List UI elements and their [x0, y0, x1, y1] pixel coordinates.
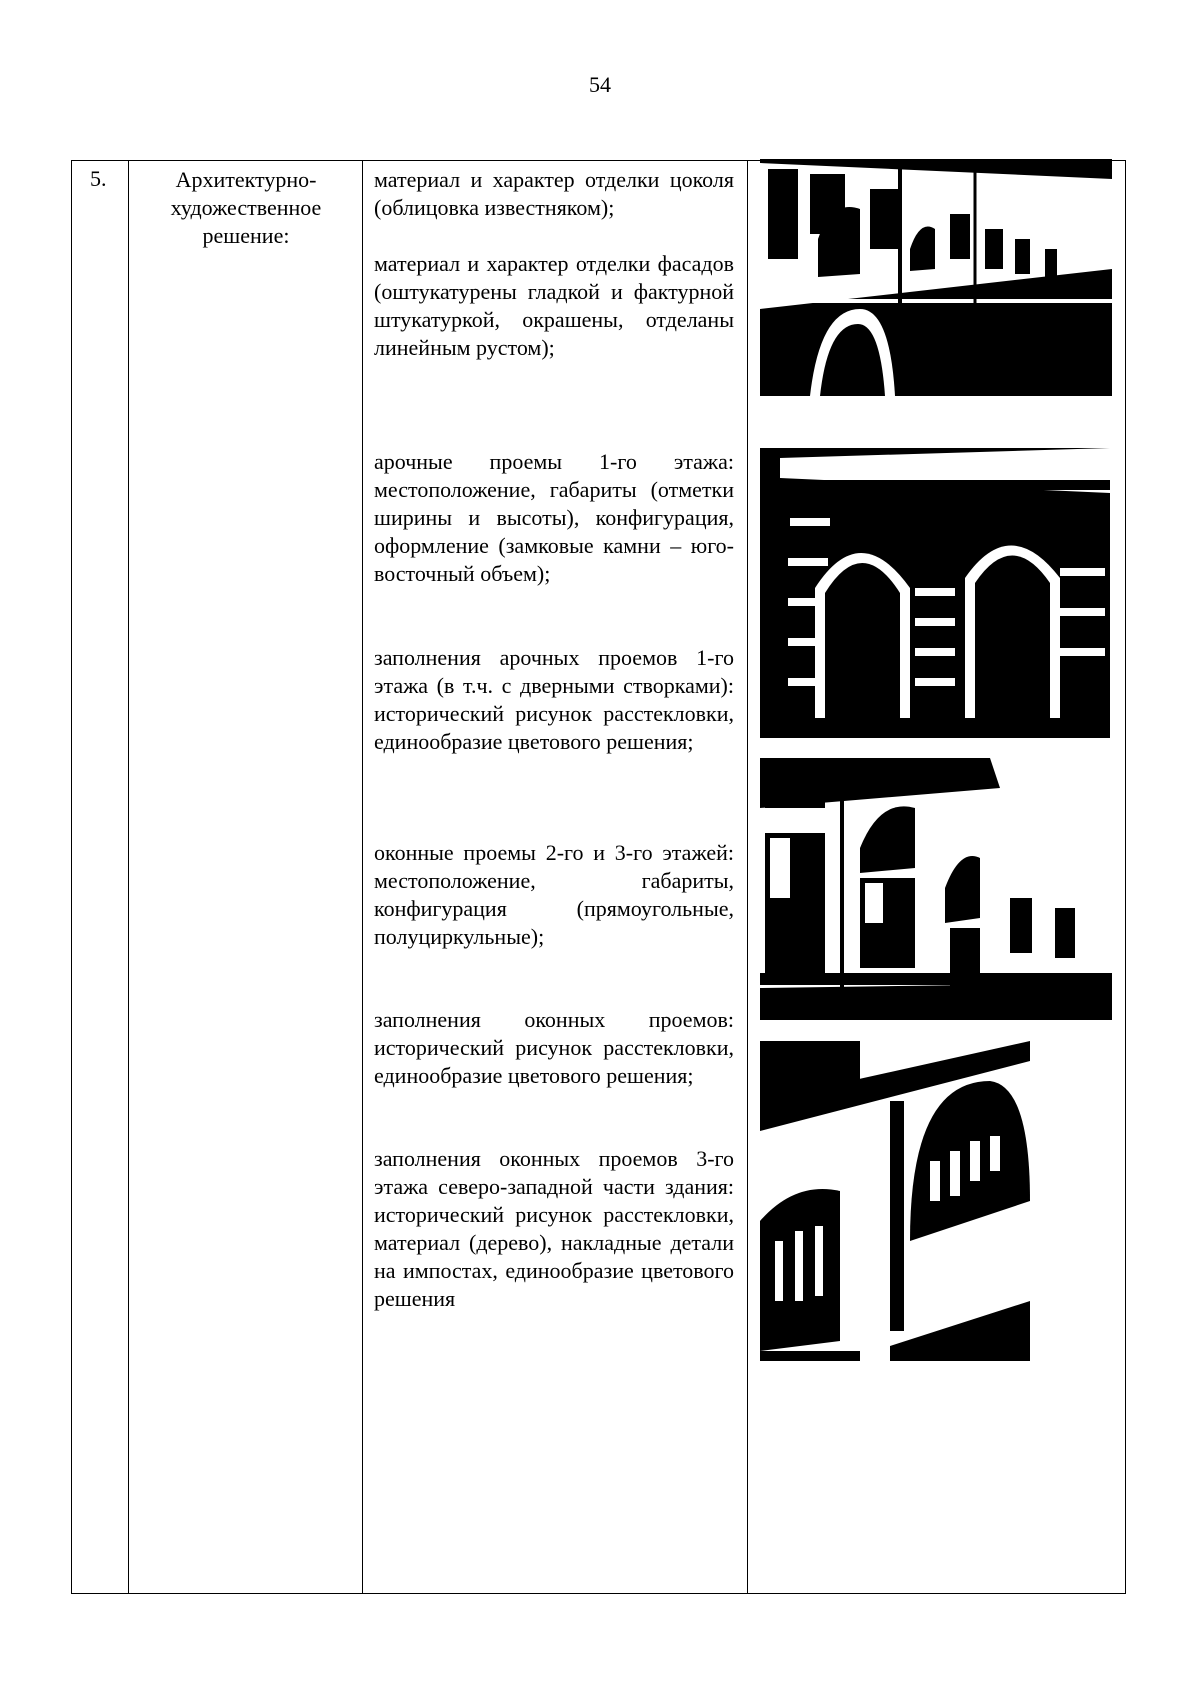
- arched-window-detail-photo: [760, 1041, 1030, 1361]
- paragraph-window-openings: оконные проемы 2-го и 3-го этажей: местоположение, габариты, конфигурация (прямоугольные, полуциркульные);: [374, 840, 734, 949]
- heritage-table: [71, 160, 1126, 1594]
- column-divider: [747, 161, 748, 1593]
- page-number: 54: [589, 72, 611, 97]
- paragraph-arched-fillings: заполнения арочных проемов 1-го этажа (в т.ч. с дверными створками): исторический рисунок расстекловки, единообразие цветового решения;: [374, 645, 734, 754]
- paragraph-facades: материал и характер отделки фасадов (оштукатурены гладкой и фактурной штукатуркой, окрашены, отделаны линейным рустом);: [374, 251, 734, 360]
- upper-windows-photo: [760, 758, 1112, 1020]
- paragraph-plinth: материал и характер отделки цоколя (облицовка известняком);: [374, 167, 734, 220]
- paragraph-window-fillings: заполнения оконных проемов: исторический рисунок расстекловки, единообразие цветового решения;: [374, 1007, 734, 1088]
- column-divider: [362, 161, 363, 1593]
- section-title-line: Архитектурно-: [175, 167, 317, 192]
- paragraph-arched-openings: арочные проемы 1-го этажа: местоположение, габариты (отметки ширины и высоты), конфигурация, оформление (замковые камни – юго-восточный объем);: [374, 449, 734, 586]
- section-title-line: решение:: [202, 223, 290, 248]
- row-number: 5.: [90, 166, 107, 191]
- building-facade-photo: [760, 159, 1112, 396]
- paragraph-third-floor-fillings: заполнения оконных проемов 3-го этажа северо-западной части здания: исторический рисунок расстекловки, материал (дерево), накладные детали на импостах, единообразие цветового решения: [374, 1146, 734, 1311]
- section-title-line: художественное: [170, 195, 322, 220]
- section-title: [129, 166, 363, 250]
- arched-openings-photo: [760, 448, 1110, 738]
- column-divider: [128, 161, 129, 1593]
